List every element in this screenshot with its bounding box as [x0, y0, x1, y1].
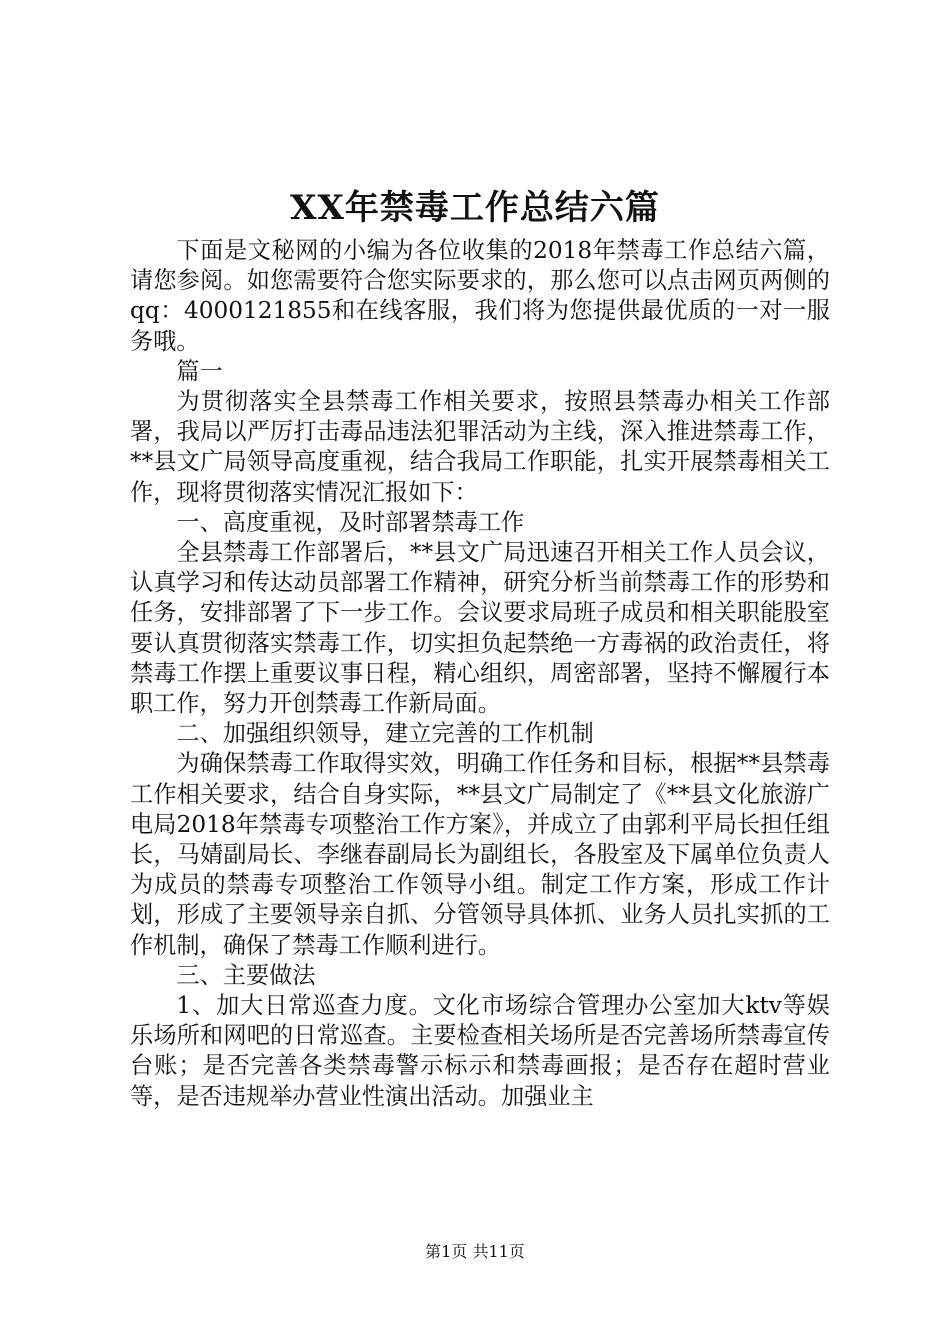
body-paragraph: 为确保禁毒工作取得实效，明确工作任务和目标，根据**县禁毒工作相关要求，结合自身实际，**县文广局制定了《**县文化旅游广电局2018年禁毒专项整治工作方案》，并成立了由郭利平局长担任组长，马婧副局长、李继春副局长为副组长，各股室及下属单位负责人为成员的禁毒专项整治工作领导小组。制定工作方案，形成工作计划，形成了主要领导亲自抓、分管领导具体抓、业务人员扎实抓的工作机制，确保了禁毒工作顺利进行。 — [130, 750, 830, 959]
body-paragraph: 为贯彻落实全县禁毒工作相关要求，按照县禁毒办相关工作部署，我局以严厉打击毒品违法犯罪活动为主线，深入推进禁毒工作，**县文广局领导高度重视，结合我局工作职能，扎实开展禁毒相关工作，现将贯彻落实情况汇报如下： — [130, 388, 830, 506]
intro-paragraph: 下面是文秘网的小编为各位收集的2018年禁毒工作总结六篇，请您参阅。如您需要符合您实际要求的，那么您可以点击网页两侧的qq：4000121855和在线客服，我们将为您提供最优质的一对一服务哦。 — [130, 237, 830, 355]
section-heading: 一、高度重视，及时部署禁毒工作 — [176, 508, 525, 536]
document-body — [130, 236, 830, 1112]
page-footer: 第1页 共11页 — [425, 1242, 525, 1261]
document-title: XX年禁毒工作总结六篇 — [290, 188, 660, 228]
section-heading-part-one: 篇一 — [176, 357, 223, 385]
section-heading: 二、加强组织领导，建立完善的工作机制 — [176, 720, 594, 748]
body-paragraph: 1、加大日常巡查力度。文化市场综合管理办公室加大ktv等娱乐场所和网吧的日常巡查。主要检查相关场所是否完善场所禁毒宣传台账；是否完善各类禁毒警示标示和禁毒画报；是否存在超时营业等，是否违规举办营业性演出活动。加强业主 — [130, 992, 830, 1110]
body-paragraph: 全县禁毒工作部署后，**县文广局迅速召开相关工作人员会议，认真学习和传达动员部署工作精神，研究分析当前禁毒工作的形势和任务，安排部署了下一步工作。会议要求局班子成员和相关职能股室要认真贯彻落实禁毒工作，切实担负起禁绝一方毒祸的政治责任，将禁毒工作摆上重要议事日程，精心组织，周密部署，坚持不懈履行本职工作，努力开创禁毒工作新局面。 — [130, 539, 830, 718]
section-heading: 三、主要做法 — [176, 961, 316, 989]
